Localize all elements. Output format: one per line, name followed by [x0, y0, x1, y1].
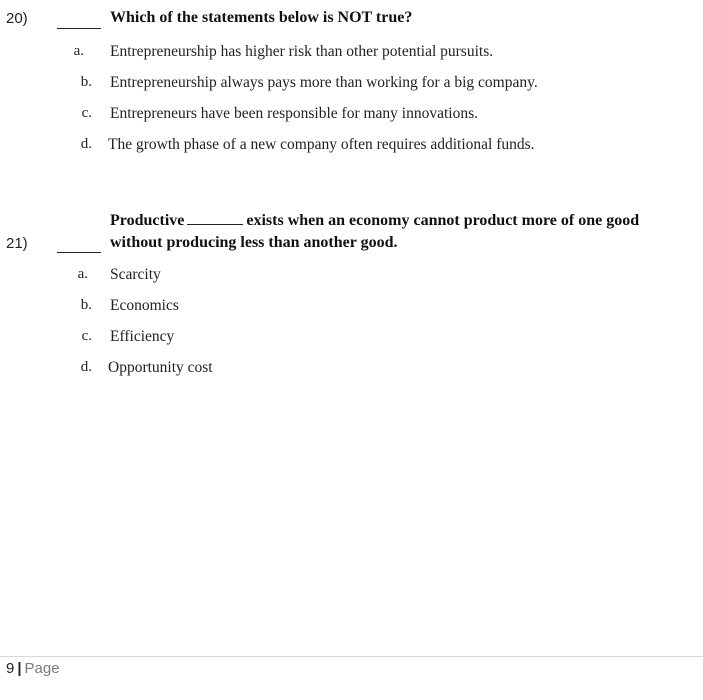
question-number: 21) — [6, 235, 28, 252]
page-label: Page — [24, 660, 60, 677]
option-text: Entrepreneurship always pays more than working for a big company. — [110, 74, 538, 91]
answer-blank — [57, 10, 101, 29]
question-stem-line1 — [110, 210, 639, 230]
option-text: Opportunity cost — [108, 359, 213, 376]
question-stem-line2: without producing less than another good. — [110, 234, 398, 251]
option-letter: d. — [80, 359, 92, 375]
option-text: Entrepreneurs have been responsible for many innovations. — [110, 105, 479, 122]
question-number: 20) — [6, 10, 28, 27]
option-letter: a. — [73, 43, 84, 59]
option-letter: b. — [80, 74, 92, 90]
answer-blank — [57, 234, 101, 253]
option-letter: a. — [77, 266, 88, 282]
question-stem: Which of the statements below is NOT true? — [110, 9, 413, 26]
option-text: The growth phase of a new company often requires additional funds. — [108, 136, 535, 153]
footer-divider — [0, 656, 703, 657]
option-letter: b. — [80, 297, 92, 313]
option-letter: c. — [81, 328, 92, 344]
stem-text-before-blank: Productive — [110, 212, 185, 229]
option-text: Efficiency — [110, 328, 175, 345]
footer-separator: | — [17, 660, 22, 677]
option-text: Scarcity — [110, 266, 161, 283]
option-text: Entrepreneurship has higher risk than other potential pursuits. — [110, 43, 494, 60]
option-letter: c. — [81, 105, 92, 121]
option-text: Economics — [110, 297, 179, 314]
page-footer — [6, 660, 60, 677]
inline-blank — [187, 210, 243, 225]
option-letter: d. — [80, 136, 92, 152]
stem-text-after-blank: exists when an economy cannot product more of one good — [246, 212, 640, 229]
page-number: 9 — [6, 660, 15, 677]
